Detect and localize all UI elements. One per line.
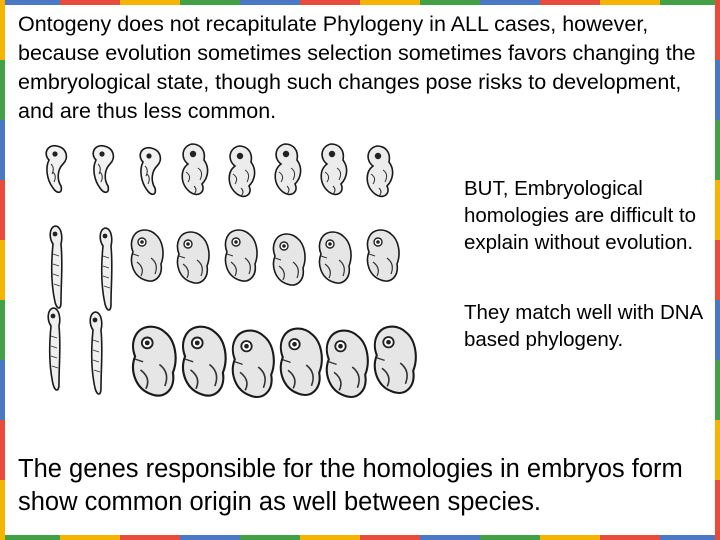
embryo-illustration-svg — [35, 138, 435, 435]
side-paragraph-dna: They match well with DNA based phylogeny. — [464, 301, 703, 351]
bottom-paragraph: The genes responsible for the homologies in embryos form show common origin as well between species. — [18, 455, 683, 516]
side-paragraph-homologies: BUT, Embryological homologies are difficult to explain without evolution. — [464, 177, 697, 254]
decorative-border-right — [715, 0, 720, 540]
embryo-comparison-illustration — [35, 138, 435, 435]
slide — [5, 5, 715, 535]
intro-paragraph: Ontogeny does not recapitulate Phylogeny in ALL cases, however, because evolution sometimes selection sometimes favors changing the embryological state, though such changes pose risks to development, and are thus less common. — [18, 12, 696, 123]
decorative-border-bottom — [0, 535, 720, 540]
